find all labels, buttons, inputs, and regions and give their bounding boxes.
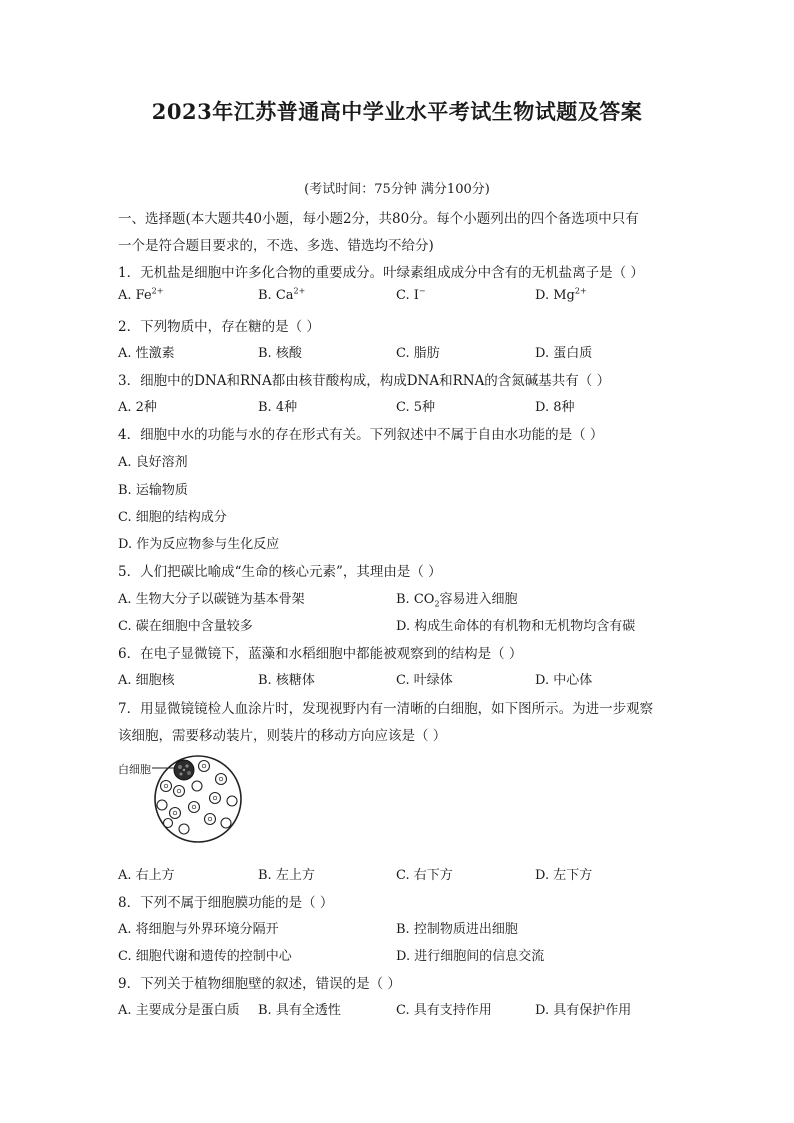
- question-2-stem: 2．下列物质中，存在糖的是（ ）: [118, 319, 320, 335]
- question-4-stem: 4．细胞中水的功能与水的存在形式有关。下列叙述中不属于自由水功能的是（ ）: [118, 427, 604, 443]
- question-4-option-c: C. 细胞的结构成分: [118, 510, 227, 525]
- question-5-option-d: D. 构成生命体的有机物和无机物均含有碳: [396, 619, 636, 634]
- question-3-stem: 3．细胞中的DNA和RNA都由核苷酸构成，构成DNA和RNA的含氮碱基共有（ ）: [118, 373, 611, 389]
- question-7-option-d: D. 左下方: [535, 868, 593, 883]
- section-instructions-line2: 一个是符合题目要求的，不选、多选、错选均不给分): [118, 238, 434, 254]
- question-1-option-b: B. $Ca^{2+}$: [258, 286, 306, 303]
- white-blood-cell-label: 白细胞: [118, 763, 151, 776]
- question-8-option-b: B. 控制物质进出细胞: [396, 922, 518, 937]
- question-2-option-d: D. 蛋白质: [535, 346, 593, 361]
- question-4-option-b: B. 运输物质: [118, 483, 188, 498]
- question-7-stem-line1: 7．用显微镜镜检人血涂片时，发现视野内有一清晰的白细胞，如下图所示。为进一步观察: [118, 701, 654, 717]
- question-8-stem: 8．下列不属于细胞膜功能的是（ ）: [118, 895, 334, 911]
- section-instructions-line1: 一、选择题(本大题共40小题，每小题2分，共80分。每个小题列出的四个备选项中只有: [118, 211, 639, 227]
- question-3-option-c: C. 5种: [396, 400, 436, 415]
- question-1-stem: 1．无机盐是细胞中许多化合物的重要成分。叶绿素组成成分中含有的无机盐离子是（ ）: [118, 265, 644, 281]
- white-blood-cell: [174, 760, 194, 780]
- question-7-option-a: A. 右上方: [118, 868, 175, 883]
- question-1-option-a: A. $Fe^{2+}$: [118, 286, 164, 303]
- question-9-option-b: B. 具有全透性: [258, 1003, 341, 1018]
- question-9-option-d: D. 具有保护作用: [535, 1003, 632, 1018]
- question-2-option-a: A. 性激素: [118, 346, 175, 361]
- red-blood-cells: [157, 761, 237, 835]
- question-8-option-a: A. 将细胞与外界环境分隔开: [118, 922, 279, 937]
- question-3-option-a: A. 2种: [118, 400, 157, 415]
- question-2-option-b: B. 核酸: [258, 346, 302, 361]
- question-6-option-b: B. 核糖体: [258, 673, 315, 688]
- page-title: 2023年江苏普通高中学业水平考试生物试题及答案: [151, 99, 643, 124]
- question-2-option-c: C. 脂肪: [396, 346, 440, 361]
- question-7-option-b: B. 左上方: [258, 868, 315, 883]
- question-9-option-a: A. 主要成分是蛋白质: [118, 1003, 240, 1018]
- question-8-option-d: D. 进行细胞间的信息交流: [396, 949, 545, 964]
- question-5-option-c: C. 碳在细胞中含量较多: [118, 619, 253, 634]
- question-6-option-c: C. 叶绿体: [396, 673, 453, 688]
- question-5-option-b: B. $CO_2$容易进入细胞: [396, 592, 518, 609]
- question-4-option-a: A. 良好溶剂: [118, 455, 188, 470]
- question-7-option-c: C. 右下方: [396, 868, 453, 883]
- question-5-stem: 5．人们把碳比喻成“生命的核心元素”，其理由是（ ）: [118, 564, 442, 580]
- question-6-option-a: A. 细胞核: [118, 673, 175, 688]
- question-3-option-b: B. 4种: [258, 400, 298, 415]
- question-8-option-c: C. 细胞代谢和遗传的控制中心: [118, 949, 292, 964]
- question-4-option-d: D. 作为反应物参与生化反应: [118, 537, 280, 552]
- question-9-option-c: C. 具有支持作用: [396, 1003, 492, 1018]
- microscope-field-figure: [118, 753, 248, 853]
- question-1-option-d: D. $Mg^{2+}$: [535, 286, 587, 303]
- question-3-option-d: D. 8种: [535, 400, 575, 415]
- question-9-stem: 9．下列关于植物细胞壁的叙述，错误的是（ ）: [118, 976, 401, 992]
- question-6-stem: 6．在电子显微镜下，蓝藻和水稻细胞中都能被观察到的结构是（ ）: [118, 646, 523, 662]
- question-6-option-d: D. 中心体: [535, 673, 593, 688]
- question-7-stem-line2: 该细胞，需要移动装片，则装片的移动方向应该是（ ）: [118, 728, 447, 744]
- question-5-option-a: A. 生物大分子以碳链为基本骨架: [118, 592, 305, 607]
- question-1-option-c: C. I−: [396, 286, 426, 303]
- exam-info: (考试时间：75分钟 满分100分): [304, 182, 490, 197]
